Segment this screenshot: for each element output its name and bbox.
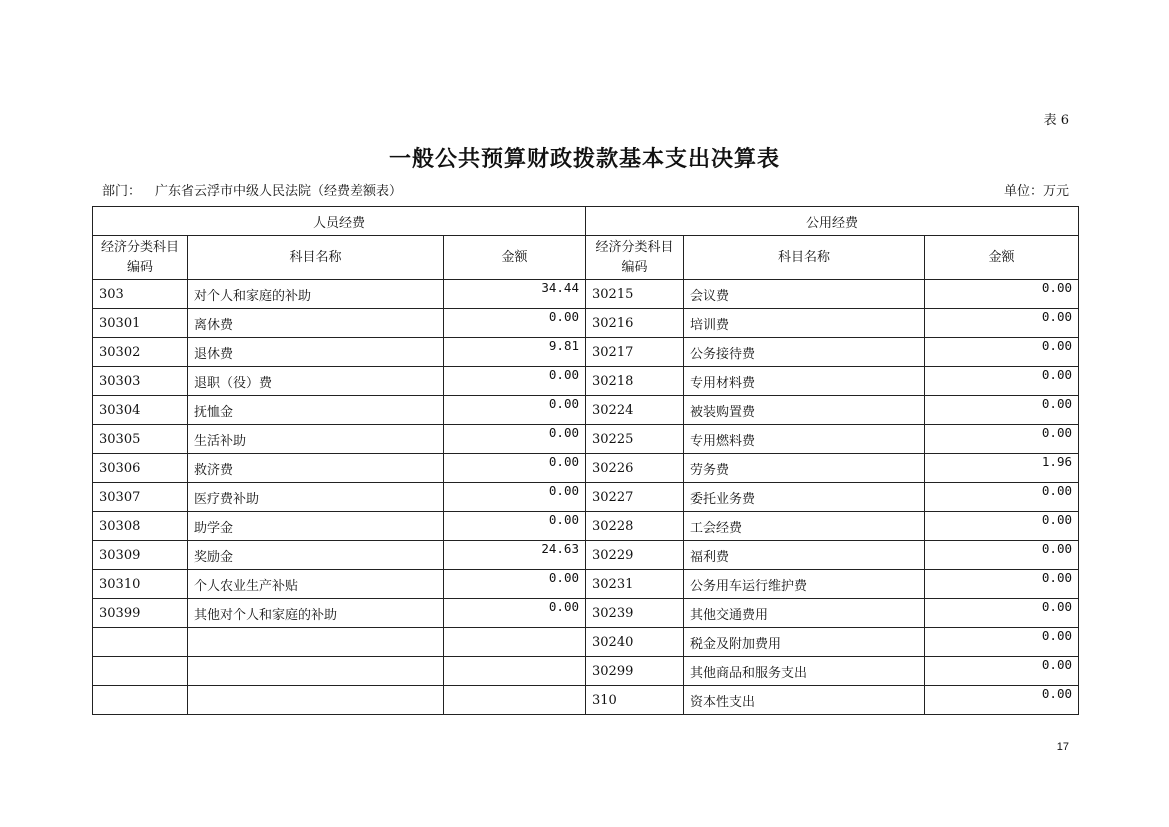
personnel-name-cell (188, 628, 444, 657)
group-header-public: 公用经费 (586, 207, 1079, 236)
table-row (93, 628, 1079, 657)
personnel-code-cell (93, 657, 188, 686)
personnel-code-cell: 30310 (93, 570, 188, 599)
public-amount-cell: 0.00 (925, 628, 1079, 657)
personnel-name-cell (188, 657, 444, 686)
department-name: 广东省云浮市中级人民法院（经费差额表） (155, 184, 403, 199)
public-code-cell: 30218 (586, 367, 684, 396)
public-amount-cell: 0.00 (925, 338, 1079, 367)
personnel-code-cell (93, 628, 188, 657)
personnel-amount-cell (444, 657, 586, 686)
public-amount-cell: 0.00 (925, 686, 1079, 715)
public-code-cell: 30299 (586, 657, 684, 686)
public-code-cell: 30215 (586, 280, 684, 309)
public-amount-cell: 1.96 (925, 454, 1079, 483)
table-row (93, 338, 1079, 367)
personnel-name-cell: 退职（役）费 (188, 367, 444, 396)
personnel-name-cell: 医疗费补助 (188, 483, 444, 512)
personnel-code-cell: 30308 (93, 512, 188, 541)
table-row (93, 396, 1079, 425)
personnel-amount-cell: 0.00 (444, 483, 586, 512)
personnel-code-cell (93, 686, 188, 715)
table-row (93, 454, 1079, 483)
table-row (93, 570, 1079, 599)
public-amount-cell: 0.00 (925, 367, 1079, 396)
table-row (93, 512, 1079, 541)
public-name-cell: 委托业务费 (684, 483, 925, 512)
table-row (93, 280, 1079, 309)
personnel-code-cell: 30303 (93, 367, 188, 396)
page-title: 一般公共预算财政拨款基本支出决算表 (388, 146, 780, 172)
public-amount-cell: 0.00 (925, 396, 1079, 425)
public-amount-cell: 0.00 (925, 512, 1079, 541)
table-number: 表 6 (1043, 113, 1069, 128)
personnel-code-cell: 30302 (93, 338, 188, 367)
personnel-name-cell: 助学金 (188, 512, 444, 541)
department-label: 部门： (102, 184, 142, 199)
table-row (93, 686, 1079, 715)
public-name-cell: 劳务费 (684, 454, 925, 483)
personnel-amount-cell: 0.00 (444, 396, 586, 425)
public-amount-cell: 0.00 (925, 483, 1079, 512)
personnel-amount-cell: 34.44 (444, 280, 586, 309)
public-name-cell: 公务用车运行维护费 (684, 570, 925, 599)
personnel-code-cell: 30309 (93, 541, 188, 570)
col-header-name: 科目名称 (188, 236, 444, 280)
public-code-cell: 30216 (586, 309, 684, 338)
public-name-cell: 会议费 (684, 280, 925, 309)
public-code-cell: 30225 (586, 425, 684, 454)
expenditure-table (92, 206, 1079, 715)
public-name-cell: 培训费 (684, 309, 925, 338)
public-code-cell: 30239 (586, 599, 684, 628)
public-amount-cell: 0.00 (925, 309, 1079, 338)
personnel-code-cell: 303 (93, 280, 188, 309)
personnel-amount-cell (444, 628, 586, 657)
personnel-name-cell: 其他对个人和家庭的补助 (188, 599, 444, 628)
unit-label: 单位：万元 (1003, 184, 1069, 199)
personnel-name-cell: 对个人和家庭的补助 (188, 280, 444, 309)
public-amount-cell: 0.00 (925, 425, 1079, 454)
personnel-code-cell: 30399 (93, 599, 188, 628)
public-amount-cell: 0.00 (925, 280, 1079, 309)
public-code-cell: 30217 (586, 338, 684, 367)
public-code-cell: 30228 (586, 512, 684, 541)
page-number: 17 (1056, 741, 1069, 753)
col-header-amount: 金额 (925, 236, 1079, 280)
personnel-name-cell: 退休费 (188, 338, 444, 367)
table-row (93, 425, 1079, 454)
public-name-cell: 资本性支出 (684, 686, 925, 715)
personnel-name-cell (188, 686, 444, 715)
personnel-name-cell: 生活补助 (188, 425, 444, 454)
public-amount-cell: 0.00 (925, 541, 1079, 570)
table-row (93, 483, 1079, 512)
public-amount-cell: 0.00 (925, 657, 1079, 686)
personnel-amount-cell: 0.00 (444, 425, 586, 454)
public-name-cell: 其他商品和服务支出 (684, 657, 925, 686)
table-row (93, 367, 1079, 396)
department-line (102, 180, 402, 199)
public-code-cell: 310 (586, 686, 684, 715)
personnel-name-cell: 个人农业生产补贴 (188, 570, 444, 599)
public-name-cell: 其他交通费用 (684, 599, 925, 628)
col-header-name: 科目名称 (684, 236, 925, 280)
personnel-amount-cell (444, 686, 586, 715)
personnel-amount-cell: 9.81 (444, 338, 586, 367)
personnel-code-cell: 30306 (93, 454, 188, 483)
personnel-name-cell: 奖励金 (188, 541, 444, 570)
table-row (93, 657, 1079, 686)
personnel-name-cell: 离休费 (188, 309, 444, 338)
col-header-code: 经济分类科目编码 (93, 236, 188, 280)
public-name-cell: 被装购置费 (684, 396, 925, 425)
public-name-cell: 工会经费 (684, 512, 925, 541)
public-code-cell: 30231 (586, 570, 684, 599)
personnel-amount-cell: 0.00 (444, 309, 586, 338)
personnel-code-cell: 30304 (93, 396, 188, 425)
table-row (93, 599, 1079, 628)
personnel-amount-cell: 0.00 (444, 367, 586, 396)
public-name-cell: 公务接待费 (684, 338, 925, 367)
col-header-amount: 金额 (444, 236, 586, 280)
personnel-amount-cell: 0.00 (444, 599, 586, 628)
personnel-amount-cell: 0.00 (444, 454, 586, 483)
public-name-cell: 福利费 (684, 541, 925, 570)
personnel-name-cell: 抚恤金 (188, 396, 444, 425)
personnel-amount-cell: 24.63 (444, 541, 586, 570)
public-code-cell: 30229 (586, 541, 684, 570)
personnel-name-cell: 救济费 (188, 454, 444, 483)
public-name-cell: 专用燃料费 (684, 425, 925, 454)
public-code-cell: 30224 (586, 396, 684, 425)
public-code-cell: 30227 (586, 483, 684, 512)
group-header-personnel: 人员经费 (93, 207, 586, 236)
public-amount-cell: 0.00 (925, 570, 1079, 599)
table-row (93, 541, 1079, 570)
personnel-code-cell: 30301 (93, 309, 188, 338)
public-code-cell: 30240 (586, 628, 684, 657)
personnel-code-cell: 30305 (93, 425, 188, 454)
table-row (93, 309, 1079, 338)
public-code-cell: 30226 (586, 454, 684, 483)
personnel-amount-cell: 0.00 (444, 570, 586, 599)
public-amount-cell: 0.00 (925, 599, 1079, 628)
public-name-cell: 税金及附加费用 (684, 628, 925, 657)
public-name-cell: 专用材料费 (684, 367, 925, 396)
personnel-code-cell: 30307 (93, 483, 188, 512)
col-header-code: 经济分类科目编码 (586, 236, 684, 280)
personnel-amount-cell: 0.00 (444, 512, 586, 541)
